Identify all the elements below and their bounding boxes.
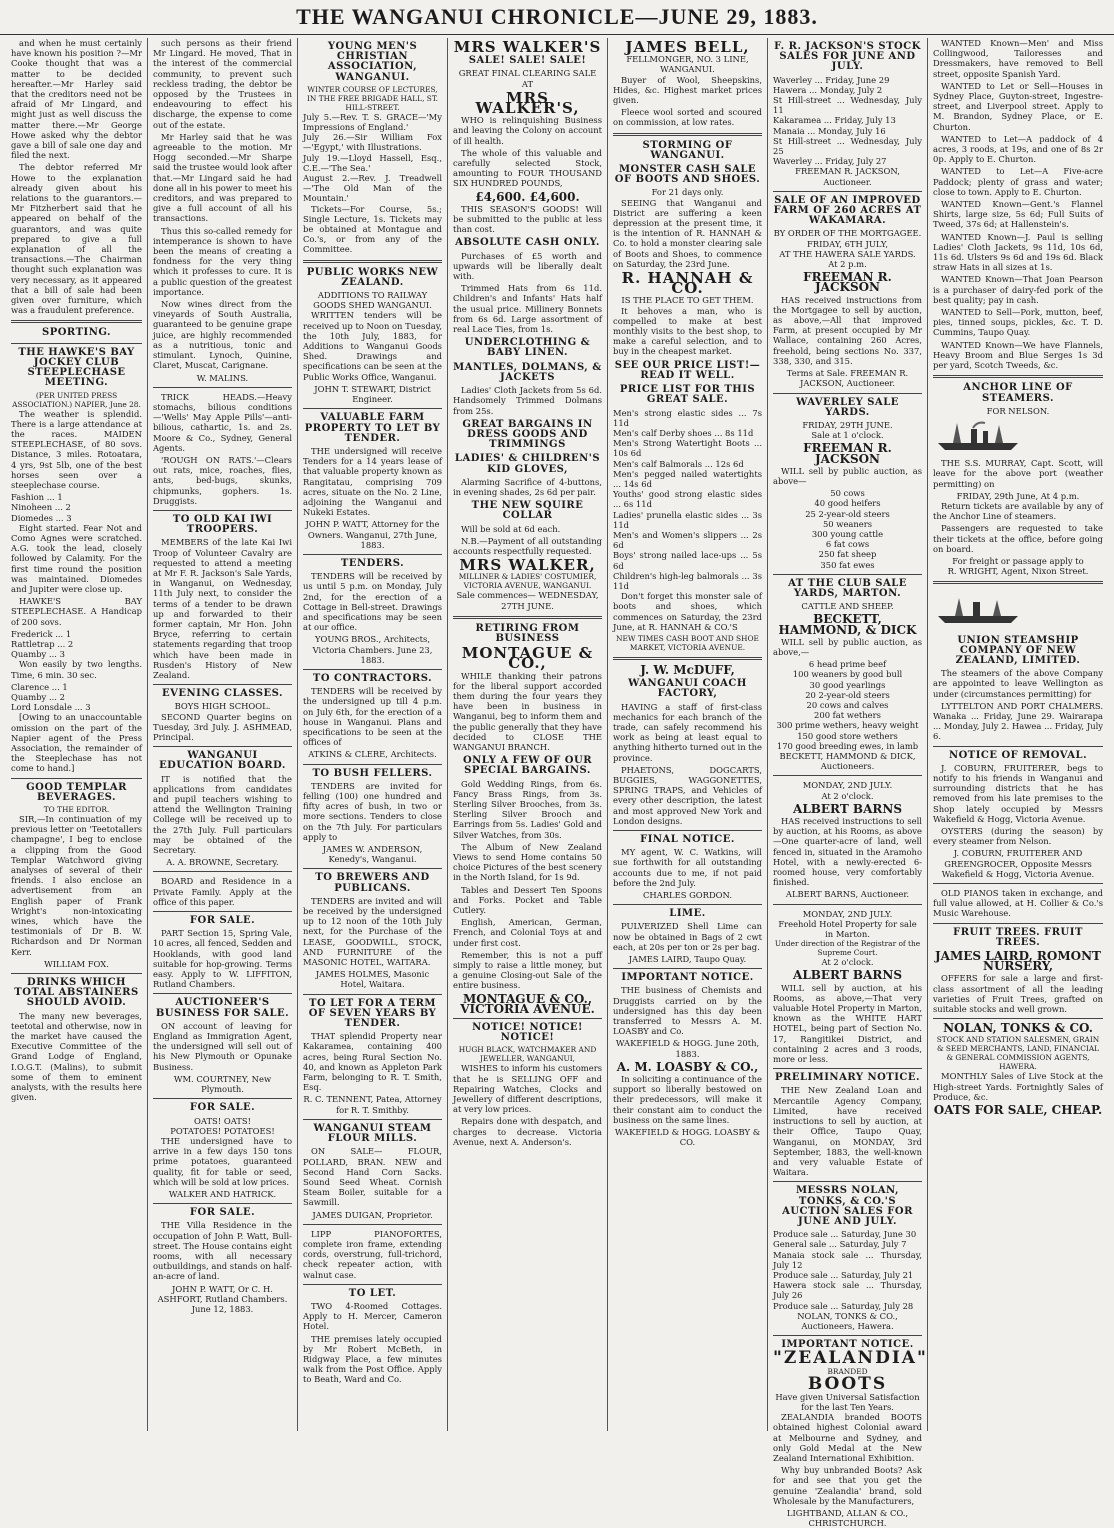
advert-signature: JOHN P. WATT, Attorney for the Owners. Wanganui, 27th June, 1883.	[305, 519, 440, 550]
advert-heading: TENDERS.	[340, 557, 405, 569]
article-body: The many new beverages, teetotal and otherwise, now in the market have caused the Executive Committee of the Grand Lodge of England, I.O.G.T. (Malins), to submit some of them to eminent analysts, with the results here given.	[11, 1010, 142, 1103]
price-item: Men's and Women's slippers ... 2s 6d	[613, 529, 762, 551]
advert-text: WILL sell by auction, at his Rooms, as above,—That very valuable Hotel Property in Marton, known as the WHITE HART HOTEL, being part of Section No. 17, Rangitikei District, and containing 2 acres and 3 roods, more or less.	[773, 982, 922, 1065]
sale-date: Produce sale ... Saturday, July 28	[773, 1300, 914, 1311]
column-6	[768, 38, 928, 1528]
advert-text: Passengers are requested to take their tickets at the office, before going on board.	[933, 523, 1103, 554]
classified-ad: WANTED to Let—A Five-acre Paddock; plenty of grass and water; close to town. Apply to E. Churton.	[933, 166, 1103, 197]
result-line: Diomedes ... 3	[11, 512, 72, 523]
advert-text: PART Section 15, Spring Vale, 10 acres, all fenced, Sedden and Hooklands, with good land suitable for hop-growing. Terms easy. Apply to W. LIFFITON, Rutland Chambers.	[153, 928, 292, 990]
advert-sub: MANTLES, DOLMANS, & JACKETS	[453, 361, 602, 383]
advert-text: WILL sell by public auction, as above,—	[773, 636, 922, 657]
advert-text: WILL sell by public auction, as above—	[773, 465, 922, 486]
advert-signature: WAKEFIELD & HOGG. LOASBY & CO.	[614, 1127, 761, 1148]
advert-heading: STORMING OF WANGANUI.	[642, 139, 733, 161]
stock-item: 6 head prime beef	[808, 659, 887, 670]
advert-text: Tickets—For Course, 5s.; Single Lecture, 1s. Tickets may be obtained at Montague and Co.'s, or from any of the Committee.	[303, 203, 442, 255]
advert-text: ZEALANDIA branded BOOTS obtained highest Colonial award at Melbourne and Sydney, and only Gold Medal at the New Zealand International Exhibition.	[773, 1412, 922, 1463]
advert-text: THAT splendid Property near Kakaramea, containing 400 acres, being Rural Section No. 40, and known as Appleton Park Farm, belonging to R. T. Smith, Esq.	[303, 1031, 442, 1093]
advert-text: ON SALE— FLOUR, POLLARD, BRAN. NEW and Second Hand Corn Sacks. Sound Seed Wheat. Cornish Steam Boiler, suitable for a Sawmill.	[303, 1146, 442, 1208]
advert-heading: FOR SALE.	[189, 1102, 256, 1114]
advert-sub: STOCK AND STATION SALESMEN, GRAIN & SEED MERCHANTS, LAND, FINANCIAL & GENERAL COMMISSION AGENTS, HAWERA.	[936, 1035, 1100, 1072]
stock-item: 50 cows	[830, 488, 865, 499]
advert-text: LIPP PIANOFORTES, complete iron frame, extending cords, overstrung, full-trichord, check repeater action, with walnut case.	[303, 1228, 442, 1280]
advert-sub: WINTER COURSE OF LECTURES, IN THE FREE BRIGADE HALL, ST. HILL-STREET.	[306, 84, 439, 112]
advert-sub: At 2 p.m.	[828, 259, 867, 270]
advert-text: J. COBURN, FRUITERER, begs to notify to his friends in Wanganui and surrounding districts that he has removed from his late premises to the Shop lately occupied by Messrs Wakefield & Hogg, Victoria Avenue.	[933, 762, 1103, 824]
advert-heading: RETIRING FROM BUSINESS	[475, 622, 580, 644]
price-item: Ladies' prunella elastic sides ... 3s 11d	[613, 509, 762, 530]
advert-sub: AT THE HAWERA SALE YARDS.	[779, 248, 916, 259]
advert-text: Return tickets are available by any of the Anchor Line of steamers.	[933, 500, 1103, 522]
advert-heading: SALE OF AN IMPROVED FARM OF 260 ACRES AT WAKAMARA.	[773, 194, 922, 227]
advert-text: TENDERS will be received by the undersigned up till 4 p.m. on July 6th, for the erection of a house in Wanganui. Plans and specifications to be seen at the offices of	[303, 686, 442, 748]
advert-text: Why buy unbranded Boots? Ask for and see that you get the genuine 'Zealandia' brand, sold Wholesale by the Manufacturers,	[773, 1465, 922, 1506]
races-report: The weather is splendid. There is a large attendance at the races. MAIDEN STEEPLECHASE, of 80 sovs. Distance, 3 miles. Rotoatara, 4 yrs, 9st 5lb, one of the best horses seen over a steeplechase course.	[11, 408, 142, 490]
notice-body: MEMBERS of the late Kai Iwi Troop of Volunteer Cavalry are requested to attend a meeting at Mr F. R. Jackson's Sale Yards, in Wanganui, on Wednesday, 11th July next, to consider the terms of a tender to be drawn up and forwarded to their former captain, Mr Hon. John Bryce, referring to certain statements regarding that troop which have been made in Rusden's History of New Zealand.	[153, 537, 292, 680]
advert-headline: JAMES LAIRD, ROMONT NURSERY,	[935, 949, 1101, 974]
race-heading: HAWKE'S BAY STEEPLECHASE. A Handicap of 200 sovs.	[11, 596, 142, 627]
advert-signature: JOHN P. WATT, Or C. H. ASHFORT, Rutland Chambers. June 12, 1883.	[157, 1283, 288, 1314]
advert-headline: MRS WALKER,	[459, 556, 596, 575]
column-4	[448, 38, 608, 1431]
result-line: Fashion ... 1	[11, 492, 63, 503]
advert-signature: WM. COURTNEY, New Plymouth.	[173, 1073, 272, 1095]
advert-heading: LIME.	[669, 908, 706, 920]
price-item: Children's high-leg balmorals ... 3s 11d	[613, 570, 762, 591]
advert-text: N.B.—Payment of all outstanding accounts respectfully requested.	[453, 535, 602, 556]
sale-date: Hawera stock sale ... Thursday, July 26	[773, 1280, 922, 1301]
lecture-item: July 5.—Rev. T. S. GRACE—'My Impressions of England.'	[303, 111, 442, 133]
stock-item: 30 good yearlings	[809, 679, 886, 690]
advert-signature: R. WRIGHT, Agent, Nixon Street.	[947, 566, 1089, 577]
advert-text: Will be sold at 6d each.	[461, 523, 561, 534]
steamship-icon	[933, 419, 1023, 453]
letter-sub: TO THE EDITOR.	[43, 805, 110, 815]
sale-date: Waverley ... Friday, July 27	[773, 156, 887, 167]
advert-sub: SEE OUR PRICE LIST!—READ IT WELL.	[614, 359, 761, 381]
advert-text: ON account of leaving for England as Immigration Agent, the undersigned will sell out of his New Plymouth or Opunake Business.	[153, 1020, 292, 1072]
advert-heading: IMPORTANT NOTICE.	[781, 1339, 914, 1351]
advert-text: MONTHLY Sales of Live Stock at the High-street Yards. Fortnightly Sales of Produce, &c.	[933, 1071, 1103, 1102]
advert-heading: FOR SALE.	[189, 1207, 256, 1219]
column-3	[298, 38, 448, 1431]
lecture-item: July 26.—Sir William Fox—'Egypt,' with Illustrations.	[303, 132, 442, 153]
column-5	[608, 38, 768, 1431]
stock-item: 6 fat cows	[825, 539, 870, 550]
advert-heading: MESSRS NOLAN, TONKS, & CO.'S AUCTION SALES FOR JUNE AND JULY.	[782, 1185, 913, 1227]
advert-text: Ladies' Cloth Jackets from 5s 6d. Handsomely Trimmed Dolmans from 25s.	[453, 385, 602, 416]
article-paragraph: Now wines direct from the vineyards of South Australia, guaranteed to be genuine grape juice, are highly recommended as a nutritious, tonic and stimulant. Lynoch, Quinine, Claret, Muscat, Carignane.	[153, 299, 292, 371]
advert-sub: SALE! SALE! SALE!	[468, 55, 587, 67]
advert-heading: PUBLIC WORKS NEW ZEALAND.	[306, 266, 439, 288]
advert-heading: F. R. JACKSON'S STOCK SALES FOR JUNE AND JULY.	[774, 41, 921, 73]
advert-headline: MONTAGUE & CO.,	[461, 644, 594, 673]
advert-text: English, American, German, French, and Colonial Toys at and under first cost.	[453, 917, 602, 948]
column-7	[928, 38, 1108, 1431]
advert-heading: TO CONTRACTORS.	[312, 672, 433, 684]
advert-text: Remember, this is not a puff simply to raise a little money, but a genuine Closing-out Sale of the entire business.	[453, 949, 602, 991]
races-report: Eight started. Fear Not and Como Agnes were scratched. A.G. took the lead, closely followed by Calamity. For the first time round the position was maintained. Diomedes and Jupiter were close up.	[11, 522, 142, 594]
advert-text: Buyer of Wool, Sheepskins, Hides, &c. Highest market prices given.	[613, 74, 762, 106]
classified-ad: OLD PIANOS taken in exchange, and full value allowed, at H. Collier & Co.'s Music Warehouse.	[933, 888, 1103, 919]
stock-item: 300 prime wethers, heavy weight	[776, 720, 919, 731]
advert-headline: BECKETT, HAMMOND, & DICK	[778, 612, 917, 637]
classified-ad: WANTED Known—Gent.'s Flannel Shirts, large size, 5s 6d; Full Suits of Tweed, 37s 6d; at Hallenstein's.	[933, 199, 1103, 230]
classified-ad: WANTED to Let—A paddock of 4 acres, 3 roods, at 19s, and one of 8s 2r 0p. Apply to E. Churton.	[933, 133, 1103, 165]
result-line: Quamby ... 3	[11, 649, 65, 660]
advert-text: THE undersigned have to arrive in a few days 150 tons prime potatoes, guaranteed quality, fit for table or seed, which will be sold at low prices.	[153, 1135, 292, 1187]
advert-text: 'ROUGH ON RATS.'—Clears out rats, mice, roaches, flies, ants, bed-bugs, skunks, chipmunks, gophers. 1s. Druggists.	[153, 454, 292, 506]
result-line: Clarence ... 1	[11, 681, 68, 692]
article-paragraph: such persons as their friend Mr Lingard. He moved, That in the interest of the commercial community, to prevent such reckless trading, the debtor be opposed by the Trustees in endeavouring to effect his discharge, the expense to come out of the estate.	[153, 38, 292, 130]
stock-item: 150 good store wethers	[797, 730, 898, 741]
advert-heading: TO LET FOR A TERM OF SEVEN YEARS BY TENDER.	[308, 997, 437, 1030]
sale-date: Waverley ... Friday, June 29	[773, 74, 890, 85]
article-paragraph: The debtor referred Mr Howe to the explanation already given about his relations to the guarantors.—Mr Fitzherbert said that he appeared on behalf of the guarantors, and was quite prepared to give a full explanation of all the transactions.—The Chairman thought such explanation was very necessary, as it appeared that a bill of sale had been given over furniture, which was a fraudulent preference.	[11, 162, 142, 316]
advert-text: WHO is relinquishing Business and leaving the Colony on account of ill health.	[453, 115, 602, 146]
advert-headline: J. W. McDUFF,	[640, 662, 735, 677]
advert-heading: WAVERLEY SALE YARDS.	[796, 396, 899, 418]
advert-sub: Sale commences— WEDNESDAY, 27TH JUNE.	[456, 590, 599, 611]
advert-text: The whole of this valuable and carefully selected Stock, amounting to FOUR THOUSAND SIX HUNDRED POUNDS,	[453, 147, 602, 189]
advert-signature: LIGHTBAND, ALLAN & CO., CHRISTCHURCH.	[786, 1508, 909, 1528]
advert-headline: OATS FOR SALE, CHEAP.	[933, 1103, 1103, 1118]
result-line: Ninoheen ... 2	[11, 502, 71, 513]
sale-date: General sale ... Saturday, July 7	[773, 1239, 907, 1250]
advert-heading: PRELIMINARY NOTICE.	[775, 1072, 920, 1084]
newspaper-page	[6, 38, 1108, 1528]
classified-ad: WANTED Known—We have Flannels, Heavy Broom and Blue Serges 1s 3d per yard, Scotch Tweeds, &c.	[933, 339, 1103, 371]
advert-heading: WANGANUI STEAM FLOUR MILLS.	[313, 1122, 432, 1145]
result-line: Frederick ... 1	[11, 628, 72, 639]
advert-signature: JAMES LAIRD, Taupo Quay.	[628, 954, 747, 965]
article-paragraph: Mr Harley said that he was agreeable to the motion. Mr Hogg seconded.—Mr Sharpe said the trustee would look after that.—Mr Lingard said he had done all in his power to meet his creditors, and was prepared to give a full account of all his transactions.	[153, 131, 292, 224]
advert-sub: Freehold Hotel Property for sale in Marton.	[778, 918, 917, 940]
advert-signature: NOLAN, TONKS & CO., Auctioneers, Hawera.	[797, 1310, 898, 1331]
price-item: Men's pegged nailed watertights ... 14s 6d	[613, 468, 762, 489]
sale-date: Manaia stock sale ... Thursday, July 12	[773, 1249, 922, 1270]
advert-signature: ATKINS & CLERE, Architects.	[308, 749, 437, 760]
advert-text: The steamers of the above Company are appointed to leave Wellington as under (circumstances permitting) for	[933, 668, 1103, 699]
advert-text: TENDERS will be received by us until 5 p.m. on Monday, July 2nd, for the erection of a Cottage in Bell-street. Drawings and specifications may be seen at our office.	[303, 571, 442, 633]
advert-text: HAS received instructions to sell by auction, at his Rooms, as above—One quarter-acre of land, well fenced in, situated in the Aramoho Hotel, with a newly-erected 6-roomed house, very comfortably finished.	[773, 816, 922, 888]
advert-headline: ALBERT BARNS	[793, 801, 902, 816]
advert-sub: For 21 days only.	[651, 187, 724, 198]
letter-signoff: WILLIAM FOX.	[44, 958, 109, 969]
advert-heading: FRUIT TREES. FRUIT TREES.	[953, 926, 1083, 948]
sale-date: Hawera ... Monday, July 2	[773, 84, 883, 95]
advert-sub: MONDAY, 2ND JULY.	[802, 780, 893, 791]
classified-ad: WANTED to Let or Sell—Houses in Sydney Place, Guyton-street, Ingestre-street, and Liverpool street. Apply to M. Brandon, Sydney Place, or E. Churton.	[933, 80, 1103, 132]
advert-text: In soliciting a continuance of the support so liberally bestowed on their predecessors, will make it their constant aim to conduct the business on the same lines.	[613, 1074, 762, 1125]
price-amount: £4,600. £4,600.	[475, 189, 580, 204]
advert-sub: HUGH BLACK, WATCHMAKER AND JEWELLER, WANGANUI,	[458, 1045, 597, 1064]
advert-sub: Sale at 1 o'clock.	[811, 430, 884, 441]
notice-sub: BOYS HIGH SCHOOL.	[174, 701, 271, 712]
sale-date: Manaia ... Monday, July 16	[773, 125, 886, 136]
newspaper-title: THE WANGANUI CHRONICLE—JUNE 29, 1883.	[296, 4, 818, 29]
advert-text: THE Villa Residence in the occupation of John P. Watt, Bull-street. The House contains eight rooms, with all necessary outbuildings, and stands on half-an-acre of land.	[153, 1220, 292, 1282]
classified-ad: WANTED Known—That Joan Pearson is a purchaser of dairy-fed pork of the best quality; pay in cash.	[933, 274, 1103, 305]
stock-item: 50 weaners	[822, 518, 873, 529]
advert-sub: THE NEW SQUIRE COLLAR	[471, 500, 584, 522]
advert-signature: CHARLES GORDON.	[642, 890, 733, 901]
advert-headline: BOOTS	[807, 1373, 888, 1394]
advert-signature: BECKETT, HAMMOND & DICK, Auctioneers.	[779, 751, 916, 772]
advert-signature: WAKEFIELD & HOGG. June 20th, 1883.	[615, 1038, 760, 1059]
advert-sub: UNDERCLOTHING & BABY LINEN.	[464, 337, 591, 359]
advert-signature: Terms at Sale. FREEMAN R. JACKSON, Auctioneer.	[786, 368, 909, 389]
advert-sub: LADIES' & CHILDREN'S KID GLOVES,	[454, 453, 601, 475]
column-2	[148, 38, 298, 1431]
advert-headline: "ZEALANDIA"	[773, 1348, 928, 1369]
advert-signature: WALKER AND HATRICK.	[168, 1188, 277, 1199]
stock-item: 350 fat ewes	[820, 559, 875, 570]
advert-text: WRITTEN tenders will be received up to Noon on Tuesday, the 10th July, 1883, for Additions to Wanganui Goods Shed. Drawings and specifications can be seen at the Public Works Office, Wanganui.	[303, 310, 442, 382]
advert-signature: JAMES HOLMES, Masonic Hotel, Waitara.	[315, 969, 430, 990]
advert-heading: MONSTER CASH SALE OF BOOTS AND SHOES.	[614, 164, 761, 186]
sale-date: St Hill-street ... Wednesday, July 11	[773, 95, 922, 116]
sale-date: Kakaramea ... Friday, July 13	[773, 115, 896, 126]
stock-item: 250 fat sheep	[818, 549, 877, 560]
advert-signature: JOHN T. STEWART, District Engineer.	[314, 383, 431, 405]
article-heading: DRINKS WHICH TOTAL ABSTAINERS SHOULD AVOID.	[14, 977, 139, 1009]
advert-text: WISHES to inform his customers that he is SELLING OFF and Repairing Watches, Clocks and Jewellery of different descriptions, at very low prices.	[453, 1063, 602, 1115]
advert-heading: TO BREWERS AND PUBLICANS.	[315, 872, 430, 894]
result-line: Lord Lonsdale ... 3	[11, 702, 91, 713]
price-item: Men's calf Balmorals ... 12s 6d	[613, 458, 744, 469]
advert-text: OFFERS for sale a large and first-class assortment of all the leading varieties of Fruit Trees, grafted on suitable stocks and well grown.	[933, 973, 1103, 1015]
advert-text: THE premises lately occupied by Mr Robert McBeth, in Ridgway Place, a few minutes walk from the Post Office. Apply to Beath, Ward and Co.	[303, 1333, 442, 1385]
classified-ad: WANTED Known—Men' and Miss Collingwood, Tailoresses and Dressmakers, have removed to Bell street, opposite Spanish Yard.	[933, 38, 1103, 79]
advert-sub: BRANDED	[827, 1366, 868, 1376]
advert-text: LYTTELTON AND PORT CHALMERS. Wanaka ... Friday, June 29. Wairarapa ... Monday, July 2. Hawea ... Friday, July 6.	[933, 700, 1103, 742]
column-1	[6, 38, 148, 1431]
stock-item: 100 weaners by good bull	[792, 669, 903, 680]
stock-item: 300 young cattle	[811, 528, 884, 539]
advert-text: PULVERIZED Shell Lime can now be obtained in Bags of 2 cwt each, at 20s per ton or 2s per bag.	[613, 921, 762, 952]
advert-heading: NOTICE OF REMOVAL.	[948, 749, 1088, 761]
advert-signature: MONTAGUE & CO., VICTORIA AVENUE.	[460, 991, 595, 1016]
advert-signature: ALBERT BARNS, Auctioneer.	[785, 889, 910, 900]
advert-text: Don't forget this monster sale of boots and shoes, which commences on Saturday, the 23rd June, at R. HANNAH & CO.'S	[613, 591, 762, 632]
article-signature: W. MALINS.	[196, 372, 249, 383]
advert-text: OYSTERS (during the season) by every steamer from Nelson.	[933, 826, 1103, 847]
advert-text: WHILE thanking their patrons for the liberal support accorded them during the four years they have been in business in Wanganui, beg to inform them and the public generally that they have decided to CLOSE THE WANGANUI BRANCH.	[453, 670, 602, 752]
advert-heading: UNION STEAMSHIP COMPANY OF NEW ZEALAND, LIMITED.	[955, 634, 1081, 666]
advert-text: HAVING a staff of first-class mechanics for each branch of the trade, can safely recommend his work as being at least equal to anything hitherto turned out in the province.	[613, 701, 762, 763]
advert-sub: IS THE PLACE TO GET THEM.	[621, 295, 754, 306]
advert-sub: GREAT FINAL CLEARING SALE AT	[458, 68, 597, 89]
price-item: Boys' strong nailed lace-ups ... 5s 6d	[613, 550, 762, 571]
notice-heading: WANGANUI EDUCATION BOARD.	[159, 750, 286, 772]
advert-text: THE New Zealand Loan and Mercantile Agency Company, Limited, have received instructions to sell by auction, at their Office, Taupo Quay, Wanganui, on MONDAY, 3rd September, 1883, the well-known and very valuable Estate of Waitara.	[773, 1085, 922, 1178]
advert-heading: VALUABLE FARM PROPERTY TO LET BY TENDER.	[304, 412, 441, 444]
price-item: Men's Strong Watertight Boots ... 10s 6d	[613, 438, 762, 459]
advert-headline: MRS WALKER'S,	[475, 88, 580, 118]
advert-sub: For freight or passage apply to	[952, 555, 1084, 566]
advert-heading: YOUNG MEN'S CHRISTIAN ASSOCIATION, WANGANUI.	[327, 41, 418, 83]
letter-heading: GOOD TEMPLAR BEVERAGES.	[26, 781, 127, 803]
advert-signature: JAMES DUIGAN, Proprietor.	[312, 1209, 433, 1220]
advert-signature: R. C. TENNENT, Patea, Attorney for R. T. Smithby.	[303, 1094, 442, 1115]
advert-heading: TO LET.	[348, 1287, 397, 1299]
letter-body: SIR,—In continuation of my previous letter on 'Teetotallers champagne', I beg to enclose a clipping from the Good Templar Watchword giving analyses of several of their friends. I also enclose an advertisement from an English paper of Frank Wright's non-intoxicating wines, which have the testimonials of Dr B. W. Richardson and Dr Norman Kerr.	[11, 814, 142, 957]
advert-heading: ANCHOR LINE OF STEAMERS.	[963, 382, 1073, 404]
advert-text: THE S.S. MURRAY, Capt. Scott, will leave for the above port (weather permitting) on	[933, 458, 1103, 489]
advert-text: HAS received instructions from the Mortgagee to sell by auction, as above,—All that improved Farm, at present occupied by Mr Wallace, containing 260 Acres, freehold, being sections No. 337, 338, 330, and 315.	[773, 294, 922, 366]
advert-sub: FRIDAY, 6TH JULY,	[806, 238, 889, 249]
advert-headline: R. HANNAH & CO.	[621, 269, 754, 298]
advert-text: Fleece wool sorted and scoured on commission, at low rates.	[613, 107, 762, 128]
advert-text: Purchases of £5 worth and upwards will be liberally dealt with.	[453, 250, 602, 282]
advert-headline: FREEMAN R. JACKSON	[803, 270, 892, 295]
races-heading: THE HAWKE'S BAY JOCKEY CLUB STEEPLECHASE MEETING.	[18, 346, 135, 389]
advert-headline: FREEMAN R. JACKSON	[803, 441, 892, 466]
advert-sub: ABSOLUTE CASH ONLY.	[455, 237, 600, 249]
advert-sub: FRIDAY, 29th June, At 4 p.m.	[956, 490, 1080, 501]
advert-text: THE business of Chemists and Druggists carried on by the undersigned has this day been transferred to Messrs A. M. LOASBY and Co.	[613, 985, 762, 1037]
advert-text: MY agent, W. C. Watkins, will sue forthwith for all outstanding accounts due to me, if not paid before the 2nd July.	[613, 847, 762, 888]
advert-heading: FOR SALE.	[189, 915, 256, 927]
result-line: Quamby ... 2	[11, 691, 65, 702]
advert-text: SEEING that Wanganui and District are suffering a keen depression at the present time, it is the intention of R. HANNAH & Co. to hold a monster clearing sale of Boots and Shoes, to commence on Saturday, the 23rd June.	[613, 197, 762, 269]
advert-heading: AT THE CLUB SALE YARDS, MARTON.	[788, 577, 907, 599]
notice-body: IT is notified that the applications from candidates and pupil teachers wishing to attend the Wellington Training College will be received up to the 27th July. Full particulars may be obtained of the Secretary.	[153, 773, 292, 856]
advert-text: THIS SEASON'S GOODS! Will be submitted to the public at less than cost.	[453, 203, 602, 235]
price-item: Men's calf Derby shoes ... 8s 11d	[613, 427, 754, 438]
section-heading-sporting: SPORTING.	[41, 327, 111, 339]
advert-sub: ADDITIONS TO RAILWAY GOODS SHED WANGANUI.	[313, 290, 432, 311]
sale-date: St Hill-street ... Wednesday, July 25	[773, 135, 922, 157]
advert-text: THE undersigned will receive Tenders for a 14 years lease of that valuable property known as Rangitatau, comprising 709 acres, situate on the No. 2 Line, adjoining the Wanganui and Nukeki Estates.	[303, 445, 442, 518]
advert-heading: FINAL NOTICE.	[640, 834, 735, 846]
advert-sub: WANGANUI COACH FACTORY,	[628, 678, 747, 700]
article-paragraph: Thus this so-called remedy for intemperance is shown to have been the means of creating a fondness for the very thing which it professes to cure. It is a public question of the greatest importance.	[153, 225, 292, 297]
advert-sub: BY ORDER OF THE MORTGAGEE.	[773, 228, 922, 239]
advert-sub: At 2 o'clock.	[821, 957, 874, 968]
advert-signature: YOUNG BROS., Architects, Victoria Chambers. June 23, 1883.	[312, 634, 433, 665]
sale-date: Produce sale ... Saturday, June 30	[773, 1229, 917, 1240]
notice-heading: TO OLD KAI IWI TROOPERS.	[172, 513, 273, 536]
notice-signature: A. A. BROWNE, Secretary.	[166, 857, 279, 868]
advert-text: TENDERS are invited for felling (100) one hundred and fifty acres of bush, in two or more sections. Tenders to close on the 7th July. For particulars apply to	[303, 780, 442, 842]
advert-text: TWO 4-Roomed Cottages. Apply to H. Mercer, Cameron Hotel.	[303, 1300, 442, 1332]
advert-headline: JAMES BELL,	[625, 38, 750, 56]
races-dateline: (PER UNITED PRESS ASSOCIATION.) NAPIER, June 28.	[12, 390, 141, 409]
advert-sub: OATS! OATS!	[194, 1115, 251, 1126]
advert-headline: ALBERT BARNS	[793, 968, 902, 983]
notice-body: SECOND Quarter begins on Tuesday, 3rd July. J. ASHMEAD, Principal.	[153, 711, 292, 742]
advert-text: Repairs done with despatch, and charges to decrease. Victoria Avenue, next A. Anderson's.	[453, 1116, 602, 1147]
result-line: Rattletrap ... 2	[11, 638, 74, 649]
steamship-icon	[933, 592, 1023, 626]
advert-sub: MILLINER & LADIES' COSTUMIER, VICTORIA AVENUE, WANGANUI.	[458, 572, 597, 591]
advert-heading: TO BUSH FELLERS.	[312, 767, 433, 779]
advert-heading: IMPORTANT NOTICE.	[621, 972, 754, 984]
advert-sub: Have given Universal Satisfaction for the last Ten Years.	[775, 1391, 920, 1412]
advert-text: Tables and Dessert Ten Spoons and Forks. Pocket and Table Cutlery.	[453, 884, 602, 916]
classified-ad: WANTED Known—J. Paul is selling Ladies' Cloth Jackets, 9s 11d, 10s 6d, 11s 6d. Ulsters 9s 6d and 19s 6d. Black straw Hats in all sizes at 1s.	[933, 231, 1103, 273]
advert-text: It behoves a man, who is compelled to make at best monthly visits to the best shop, to make a careful selection, and to buy in the cheapest market.	[613, 305, 762, 357]
advert-text: The Album of New Zealand Views to send Home contains 50 choice Pictures of the best scenery in the North Island, for 1s 9d.	[453, 841, 602, 883]
stock-item: 25 2-year-old steers	[805, 508, 890, 519]
stock-item: 40 good heifers	[814, 498, 881, 509]
advert-sub: GREAT BARGAINS IN DRESS GOODS AND TRIMMINGS	[462, 418, 593, 451]
advert-text: Alarming Sacrifice of 4-buttons, in evening shades, 2s 6d per pair.	[453, 476, 602, 497]
advert-sub: FELLMONGER, NO. 3 LINE, WANGANUI.	[626, 54, 749, 75]
advert-heading: AUCTIONEER'S BUSINESS FOR SALE.	[155, 997, 290, 1019]
notice-heading: EVENING CLASSES.	[162, 688, 283, 700]
advert-heading: NOTICE! NOTICE! NOTICE!	[472, 1022, 583, 1044]
editorial-note: [Owing to an unaccountable omission on the part of the Napier agent of the Press Association, the remainder of the Steeplechase has not come to hand.]	[11, 712, 142, 774]
advert-sub: FOR NELSON.	[986, 405, 1050, 416]
advert-signature: J. COBURN, FRUITERER AND GREENGROCER, Opposite Messrs Wakefield & Hogg, Victoria Avenue.	[941, 848, 1095, 879]
sale-date: Produce sale ... Saturday, July 21	[773, 1269, 914, 1280]
advert-signature: JAMES W. ANDERSON, Kenedy's, Wanganui.	[322, 844, 423, 865]
lead-article: and when he must certainly have known his position ?—Mr Cooke thought that was a matter to be decided hereafter.—Mr Harley said that the creditors need not be afraid of Mr Lingard, and might just as well discuss the matter there.—Mr George Howe asked why the debtor gave a bill of sale one day and filed the next.	[11, 38, 142, 161]
classified-ad: WANTED to Sell—Pork, mutton, beef, pies, tinned soups, pickles, &c. T. D. Cummins, Taupo Quay.	[933, 307, 1103, 338]
advert-text: Trimmed Hats from 6s 11d. Children's and Infants' Hats half the usual price. Millinery Bonnets from 6s 6d. Large assortment of real Lace Ties, from 1s.	[453, 283, 602, 335]
advert-text: TRICK HEADS.—Heavy stomachs, bilious conditions—'Wells' May Apple Pills'—anti-bilious, cathartic, 1s. and 2s. Moore & Co., Sydney, General Agents.	[153, 391, 292, 453]
advert-headline: NOLAN, TONKS & CO.	[943, 1021, 1093, 1036]
stock-item: 20 cows and calves	[806, 699, 889, 710]
advert-sub: NEW TIMES CASH BOOT AND SHOE MARKET, VICTORIA AVENUE.	[616, 633, 759, 652]
advert-text: Gold Wedding Rings, from 6s. Fancy Brass Rings, from 3s. Sterling Silver Brooches, from 3s. Sterling Silver Brooch and Earrings from 5s. Ladies' Gold and Silver Watches, from 30s.	[453, 778, 602, 840]
stock-item: 20 2-year-old steers	[805, 689, 890, 700]
advert-headline: MRS WALKER'S	[453, 38, 602, 56]
stock-item: 200 fat wethers	[814, 710, 881, 721]
advert-sub: POTATOES! POTATOES!	[170, 1125, 275, 1136]
advert-sub: MONDAY, 2ND JULY.	[802, 908, 893, 919]
advert-text: TENDERS are invited and will be received by the undersigned up to 12 noon of the 10th July next, for the Purchase of the LEASE, GOODWILL, STOCK, AND FURNITURE of the MASONIC HOTEL, WAITARA.	[303, 895, 442, 968]
advert-text: PHAETONS, DOGCARTS, BUGGIES, WAGGONETTES, SPRING TRAPS, and Vehicles of every other description, the latest and most approved New York and London designs.	[613, 764, 762, 826]
advert-sub: FRIDAY, 29TH JUNE.	[802, 419, 893, 430]
lecture-item: August 2.—Rev. J. Treadwell—'The Old Man of the Mountain.'	[303, 173, 442, 204]
advert-text: BOARD and Residence in a Private Family. Apply at the office of this paper.	[153, 876, 292, 907]
advert-sub: ONLY A FEW OF OUR SPECIAL BARGAINS.	[462, 755, 593, 777]
masthead	[0, 0, 1114, 35]
advert-signature: FREEMAN R. JACKSON, Auctioneer.	[795, 166, 900, 187]
advert-sub: CATTLE AND SHEEP.	[801, 601, 894, 612]
races-report: Won easily by two lengths. Time, 6 min. 30 sec.	[11, 659, 142, 680]
advert-headline: A. M. LOASBY & CO.,	[616, 1059, 759, 1074]
lecture-item: July 19.—Lloyd Hassell, Esq., C.E.—'The Sea.'	[303, 152, 442, 173]
advert-sub: PRICE LIST FOR THIS GREAT SALE.	[619, 384, 756, 406]
price-item: Men's strong elastic sides ... 7s 11d	[613, 407, 762, 428]
advert-sub: At 2 o'clock.	[821, 790, 874, 801]
price-item: Youths' good strong elastic sides ... 6s 11d	[613, 489, 762, 510]
advert-sub: Under direction of the Registrar of the Supreme Court.	[774, 939, 921, 958]
stock-item: 170 good breeding ewes, in lamb	[776, 740, 919, 751]
